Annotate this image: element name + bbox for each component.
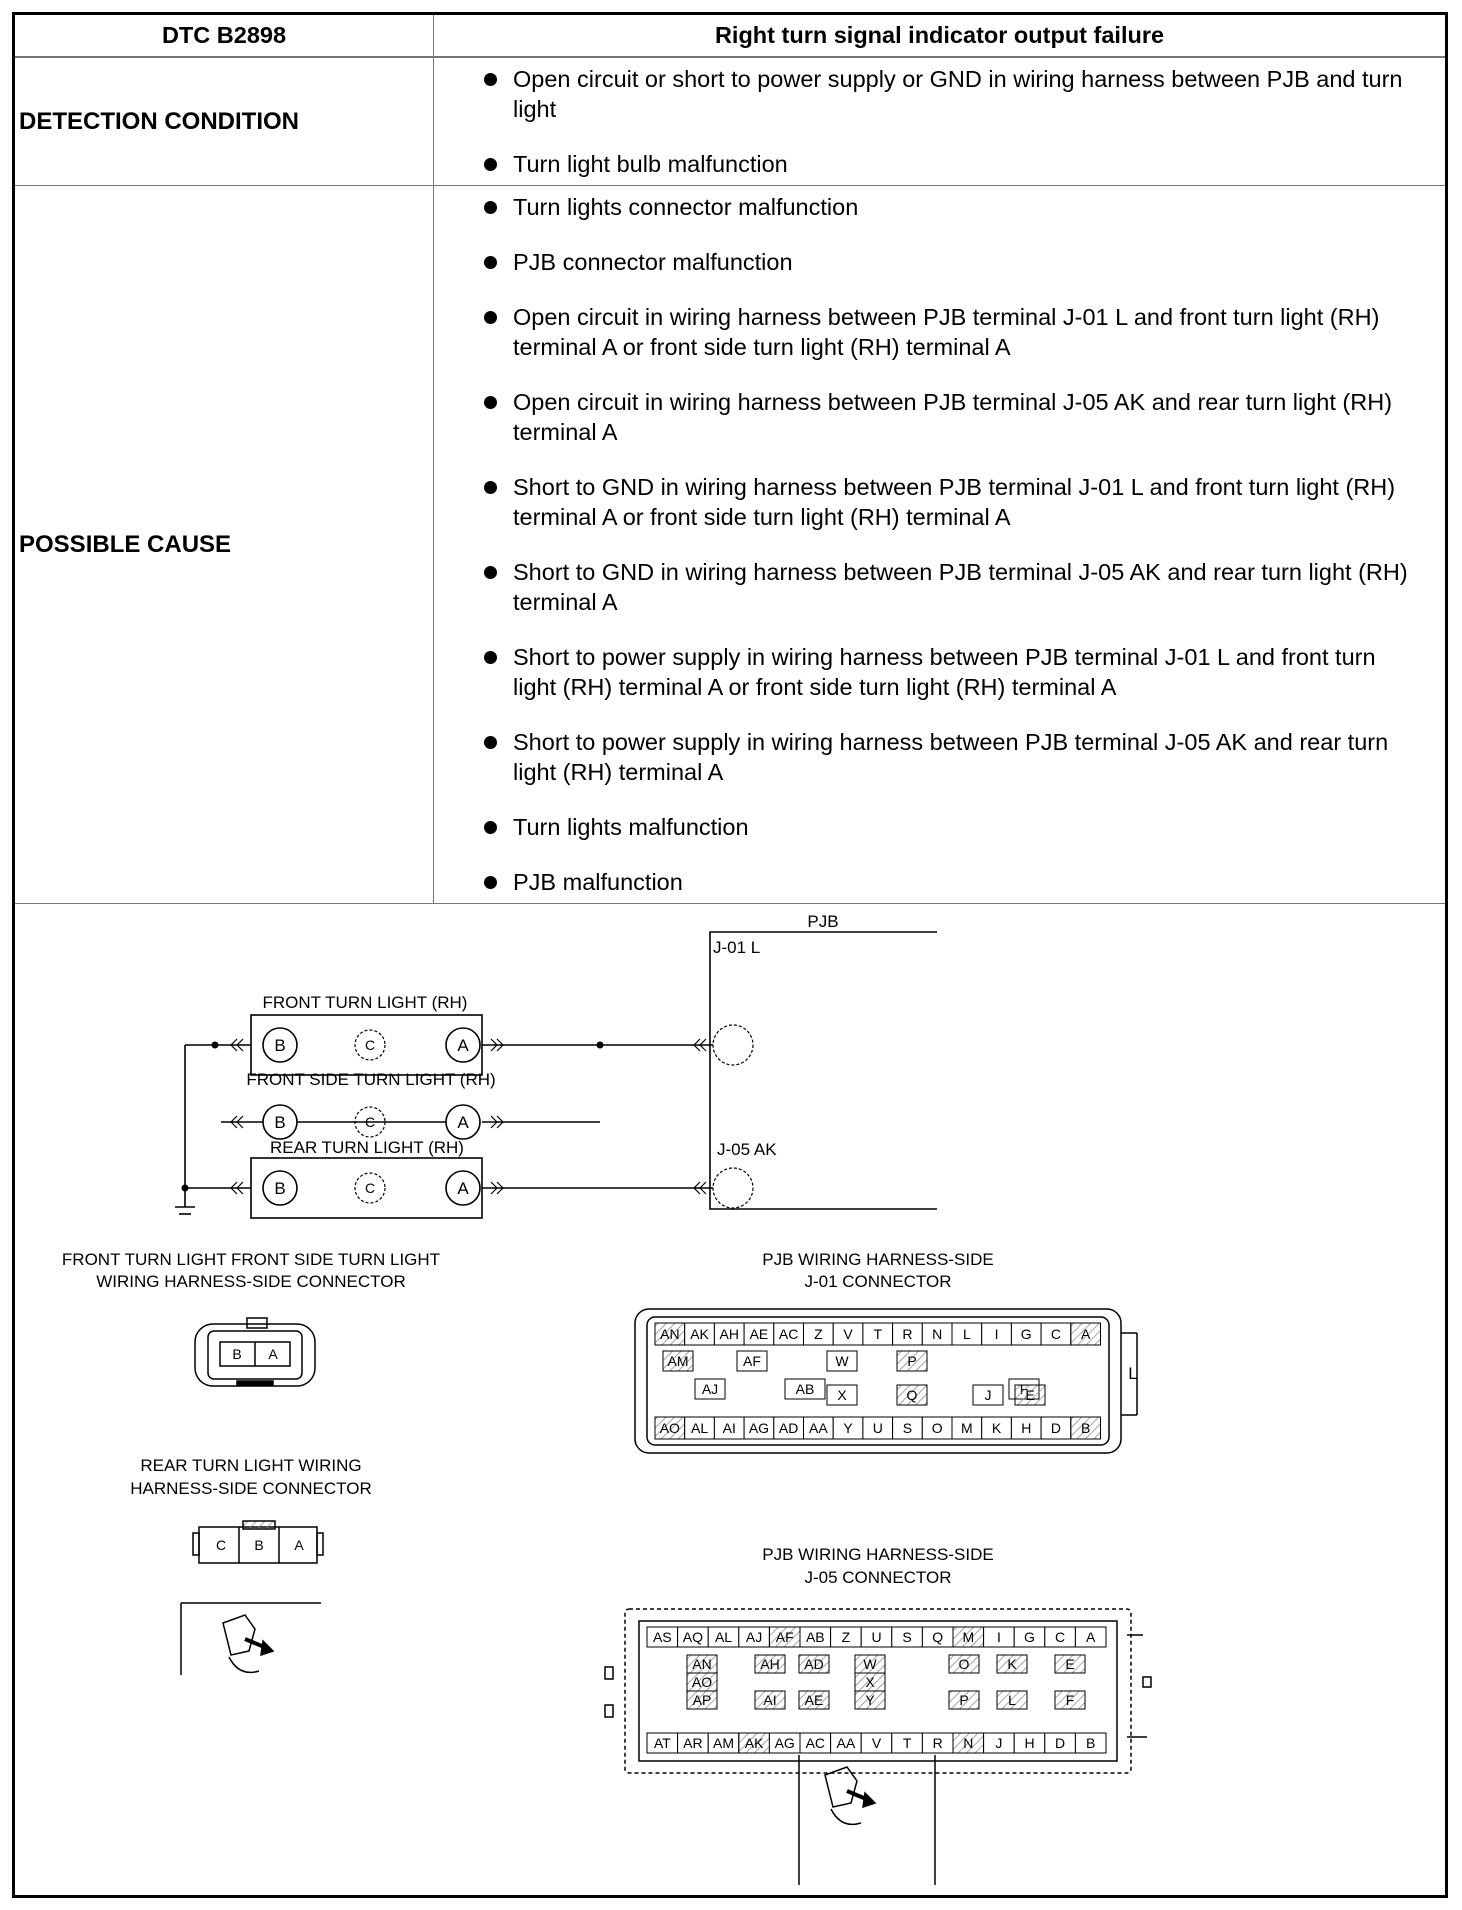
connector-pin-label: AI <box>763 1692 777 1708</box>
detection-row <box>15 57 1445 186</box>
term-label: C <box>364 1180 376 1196</box>
dtc-title: Right turn signal indicator output failure <box>434 15 1446 57</box>
connector-pin-label: AK <box>690 1326 709 1342</box>
connector-pin-label: AD <box>778 1420 799 1436</box>
connector-pin-label: N <box>963 1735 974 1751</box>
dtc-code: DTC B2898 <box>15 15 434 57</box>
wiring-diagram-svg <box>15 905 1451 1895</box>
connector-pin-label: AE <box>749 1326 769 1342</box>
connector-pin-label: P <box>959 1692 969 1708</box>
connector-pin-label: O <box>958 1656 970 1672</box>
j05-pins <box>647 1627 1106 1753</box>
connector-pin-label: H <box>1024 1735 1035 1751</box>
connector-pin-label: AN <box>660 1326 680 1342</box>
connector-pin-label: V <box>843 1326 853 1342</box>
j01-title: J-01 CONNECTOR <box>804 1272 952 1291</box>
connector-pin-label: D <box>1050 1420 1062 1436</box>
term-label: B <box>274 1179 286 1198</box>
connector-pin-label: AK <box>744 1735 764 1751</box>
front-pin-b: B <box>232 1346 242 1362</box>
connector-pin-label: M <box>961 1420 973 1436</box>
header-row <box>15 15 1445 57</box>
connector-pin-label: AJ <box>701 1381 719 1397</box>
connector-pin-label: E <box>1025 1387 1035 1403</box>
connector-pin-label: L <box>1008 1692 1016 1708</box>
connector-pin-label: AO <box>691 1674 713 1690</box>
connector-pin-label: V <box>871 1735 882 1751</box>
detection-cell <box>434 57 1446 186</box>
connector-pin-label: W <box>835 1353 849 1369</box>
list-item: Turn lights connector malfunction <box>484 192 1421 222</box>
j05-title: PJB WIRING HARNESS-SIDE <box>762 1545 994 1564</box>
term-label: C <box>364 1037 376 1053</box>
term-label: A <box>457 1179 469 1198</box>
j01-pins <box>655 1323 1101 1439</box>
connector-pin-label: AM <box>713 1735 734 1751</box>
list-item: Turn lights malfunction <box>484 812 1421 842</box>
list-item: Short to GND in wiring harness between PJB terminal J-05 AK and rear turn light (RH) terminal A <box>484 557 1421 617</box>
list-item: Short to power supply in wiring harness between PJB terminal J-05 AK and rear turn light (RH) terminal A <box>484 727 1421 787</box>
j01-side-mark: L <box>1128 1364 1138 1383</box>
connector-pin-label: U <box>872 1420 883 1436</box>
connector-pin-label: AJ <box>745 1629 763 1645</box>
connector-pin-label: G <box>1020 1326 1032 1342</box>
connector-pin-label: E <box>1065 1656 1075 1672</box>
wiring-diagram <box>15 905 1451 1895</box>
detection-label: DETECTION CONDITION <box>15 57 434 186</box>
connector-pin-label: T <box>902 1735 912 1751</box>
connector-pin-label: H <box>1021 1420 1032 1436</box>
connector-pin-label: C <box>1050 1326 1062 1342</box>
connector-pin-label: T <box>873 1326 883 1342</box>
connector-pin-label: Q <box>906 1387 918 1403</box>
connector-pin-label: Z <box>814 1326 823 1342</box>
pin-j01-label: J-01 L <box>713 938 761 957</box>
connector-pin-label: U <box>871 1629 882 1645</box>
rear-light-title: REAR TURN LIGHT (RH) <box>270 1138 464 1157</box>
connector-pin-label: W <box>863 1656 877 1672</box>
connector-pin-label: P <box>907 1353 917 1369</box>
connector-pin-label: Y <box>865 1692 875 1708</box>
connector-pin-label: AS <box>652 1629 672 1645</box>
cause-list <box>434 186 1445 903</box>
front-side-light-title: FRONT SIDE TURN LIGHT (RH) <box>246 1070 496 1089</box>
connector-pin-label: AH <box>719 1326 739 1342</box>
connector-pin-label: B <box>1086 1735 1096 1751</box>
list-item: PJB connector malfunction <box>484 247 1421 277</box>
connector-pin-label: L <box>962 1326 971 1342</box>
rear-conn-title: REAR TURN LIGHT WIRING <box>140 1456 362 1475</box>
connector-pin-label: R <box>902 1326 913 1342</box>
term-label: B <box>274 1036 286 1055</box>
connector-pin-label: AF <box>743 1353 761 1369</box>
rear-pin-a: A <box>294 1537 304 1553</box>
list-item: PJB malfunction <box>484 867 1421 897</box>
connector-pin-label: AH <box>760 1656 780 1672</box>
connector-pin-label: G <box>1024 1629 1035 1645</box>
connector-pin-label: AT <box>653 1735 671 1751</box>
connector-pin-label: AA <box>809 1420 828 1436</box>
connector-pin-label: AC <box>805 1735 826 1751</box>
list-item: Short to GND in wiring harness between PJB terminal J-01 L and front turn light (RH) terminal A or front side turn light (RH) terminal A <box>484 472 1421 532</box>
connector-pin-label: AC <box>778 1326 799 1342</box>
connector-pin-label: S <box>902 1420 913 1436</box>
j01-title: PJB WIRING HARNESS-SIDE <box>762 1250 994 1269</box>
connector-pin-label: C <box>1055 1629 1066 1645</box>
connector-pin-label: AF <box>775 1629 794 1645</box>
connector-pin-label: AE <box>804 1692 824 1708</box>
detection-list <box>434 58 1445 185</box>
dtc-table <box>15 15 1445 904</box>
harness-side-icon <box>181 1603 321 1675</box>
term-label: A <box>457 1113 469 1132</box>
connector-pin-label: R <box>932 1735 943 1751</box>
connector-pin-label: S <box>902 1629 912 1645</box>
connector-pin-label: AP <box>692 1692 712 1708</box>
connector-pin-label: I <box>996 1629 1001 1645</box>
front-light-title: FRONT TURN LIGHT (RH) <box>262 993 468 1012</box>
connector-pin-label: B <box>1080 1420 1091 1436</box>
list-item: Open circuit in wiring harness between PJB terminal J-05 AK and rear turn light (RH) terminal A <box>484 387 1421 447</box>
connector-pin-label: J <box>984 1387 992 1403</box>
connector-pin-label: N <box>932 1326 943 1342</box>
connector-pin-label: AB <box>805 1629 825 1645</box>
connector-pin-label: AL <box>690 1420 709 1436</box>
list-item: Turn light bulb malfunction <box>484 149 1421 179</box>
pin-j05-label: J-05 AK <box>717 1140 777 1159</box>
connector-pin-label: AG <box>774 1735 795 1751</box>
connector-pin-label: AA <box>836 1735 856 1751</box>
list-item: Open circuit or short to power supply or GND in wiring harness between PJB and turn light <box>484 64 1421 124</box>
connector-pin-label: A <box>1080 1326 1091 1342</box>
term-label: C <box>364 1114 376 1130</box>
front-conn-title: WIRING HARNESS-SIDE CONNECTOR <box>96 1272 406 1291</box>
connector-pin-label: AR <box>683 1735 703 1751</box>
front-pin-a: A <box>268 1346 278 1362</box>
cause-cell <box>434 186 1446 904</box>
rear-pin-c: C <box>215 1537 227 1553</box>
connector-pin-label: AL <box>714 1629 733 1645</box>
connector-pin-label: AN <box>692 1656 712 1672</box>
cause-row <box>15 186 1445 904</box>
connector-pin-label: K <box>1007 1656 1017 1672</box>
connector-pin-label: AG <box>748 1420 770 1436</box>
connector-pin-label: AI <box>722 1420 736 1436</box>
dtc-sheet <box>12 12 1448 1898</box>
rear-pin-b: B <box>254 1537 264 1553</box>
harness-side-icon <box>799 1755 935 1885</box>
connector-pin-label: D <box>1055 1735 1066 1751</box>
connector-pin-label: AQ <box>682 1629 704 1645</box>
connector-pin-label: K <box>991 1420 1002 1436</box>
j05-title: J-05 CONNECTOR <box>804 1568 952 1587</box>
connector-pin-label: Z <box>841 1629 851 1645</box>
connector-pin-label: AB <box>795 1381 815 1397</box>
connector-pin-label: AD <box>804 1656 824 1672</box>
connector-pin-label: O <box>931 1420 943 1436</box>
connector-pin-label: J <box>995 1735 1003 1751</box>
connector-pin-label: A <box>1086 1629 1096 1645</box>
connector-pin-label: X <box>837 1387 847 1403</box>
list-item: Open circuit in wiring harness between PJB terminal J-01 L and front turn light (RH) terminal A or front side turn light (RH) terminal A <box>484 302 1421 362</box>
cause-label: POSSIBLE CAUSE <box>15 186 434 904</box>
term-label: B <box>274 1113 286 1132</box>
pjb-title: PJB <box>807 912 839 931</box>
connector-pin-label: AM <box>667 1353 689 1369</box>
connector-pin-label: AO <box>659 1420 680 1436</box>
connector-pin-label: Q <box>932 1629 944 1645</box>
connector-pin-label: F <box>1065 1692 1075 1708</box>
term-label: A <box>457 1036 469 1055</box>
connector-pin-label: X <box>865 1674 875 1690</box>
list-item: Short to power supply in wiring harness between PJB terminal J-01 L and front turn light (RH) terminal A or front side turn light (RH) terminal A <box>484 642 1421 702</box>
connector-pin-label: I <box>994 1326 999 1342</box>
pjb-box <box>710 932 937 1209</box>
front-conn-title: FRONT TURN LIGHT FRONT SIDE TURN LIGHT <box>61 1250 441 1269</box>
connector-pin-label: M <box>962 1629 975 1645</box>
connector-pin-label: Y <box>843 1420 853 1436</box>
rear-conn-title: HARNESS-SIDE CONNECTOR <box>130 1479 372 1498</box>
front-conn-drawing <box>195 1318 315 1386</box>
